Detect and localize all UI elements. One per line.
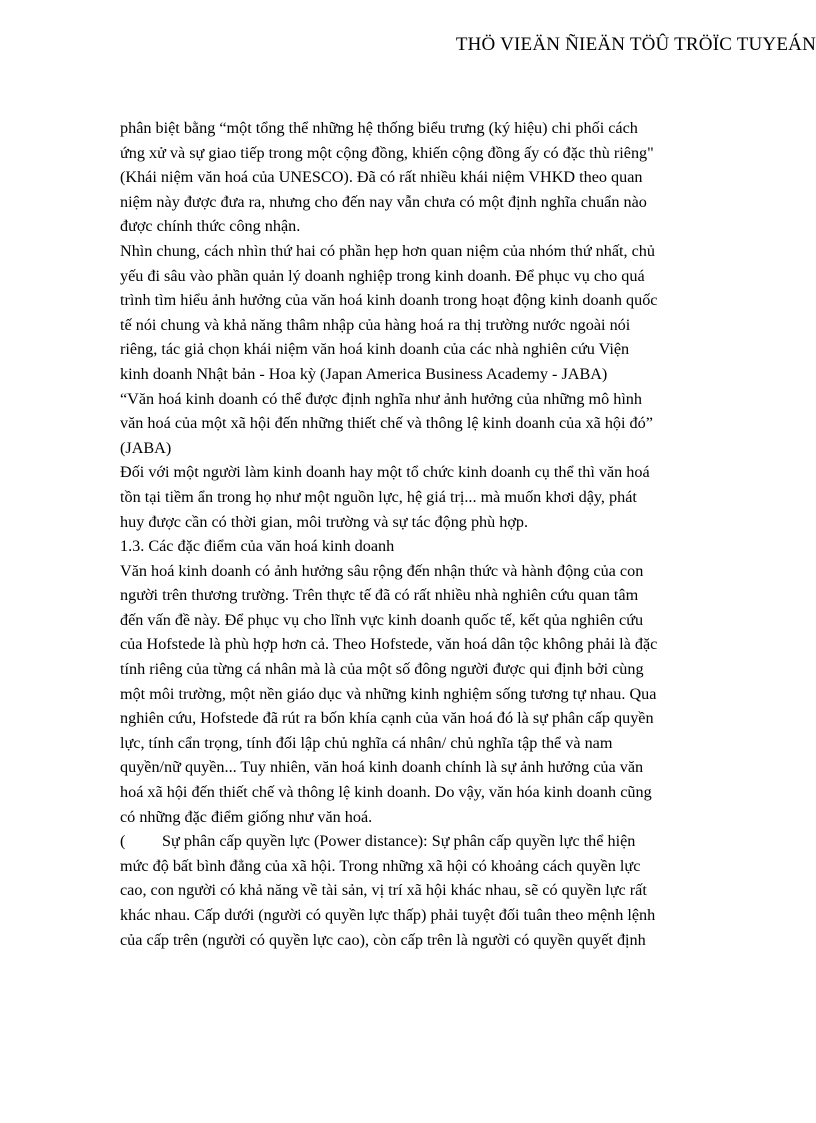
text-line: (Khái niệm văn hoá của UNESCO). Đã có rất nhiều khái niệm VHKD theo quan <box>120 168 643 187</box>
text-line: khác nhau. Cấp dưới (người có quyền lực thấp) phải tuyệt đối tuân theo mệnh lệnh <box>120 906 656 924</box>
text-line: lực, tính cẩn trọng, tính đối lập chủ nghĩa cá nhân/ chủ nghĩa tập thể và nam <box>120 733 613 752</box>
text-line: văn hoá của một xã hội đến những thiết chế và thông lệ kinh doanh của xã hội đó” <box>120 414 653 433</box>
text-line: riêng, tác giả chọn khái niệm văn hoá kinh doanh của các nhà nghiên cứu Viện <box>120 340 630 359</box>
text-line: tính riêng của từng cá nhân mà là của một số đông người được qui định bởi cùng <box>120 660 644 679</box>
text-line: một môi trường, một nền giáo dục và những kinh nghiệm sống tương tự nhau. Qua <box>120 684 657 703</box>
bullet-mark: ( <box>120 832 126 851</box>
text-line: của cấp trên (người có quyền lực cao), còn cấp trên là người có quyền quyết định <box>120 930 646 949</box>
text-line: tế nói chung và khả năng thâm nhập của hàng hoá ra thị trường nước ngoài nói <box>120 315 631 334</box>
text-line: ứng xử và sự giao tiếp trong một cộng đồng, khiến cộng đồng ấy có đặc thù riêng" <box>120 143 654 162</box>
text-line: người trên thương trường. Trên thực tế đã có rất nhiều nhà nghiên cứu quan tâm <box>120 586 639 605</box>
text-line: Nhìn chung, cách nhìn thứ hai có phần hẹp hơn quan niệm của nhóm thứ nhất, chủ <box>120 241 655 260</box>
text-line: quyền/nữ quyền... Tuy nhiên, văn hoá kinh doanh chính là sự ảnh hưởng của văn <box>120 758 644 777</box>
page-header: THÖ VIEÄN ÑIEÄN TÖÛ TRÖÏC TUYEÁN <box>455 34 816 55</box>
text-line: huy được cần có thời gian, môi trường và sự tác động phù hợp. <box>120 512 529 531</box>
text-line: (JABA) <box>120 438 172 457</box>
bullet-text: Sự phân cấp quyền lực (Power distance): Sự phân cấp quyền lực thể hiện <box>162 832 636 851</box>
section-heading: 1.3. Các đặc điểm của văn hoá kinh doanh <box>120 537 395 556</box>
text-line: tồn tại tiềm ẩn trong họ như một nguồn lực, hệ giá trị... mà muốn khơi dậy, phát <box>120 487 637 506</box>
text-line: Đối với một người làm kinh doanh hay một tổ chức kinh doanh cụ thể thì văn hoá <box>120 463 650 482</box>
text-line: hoá xã hội đến thiết chế và thông lệ kinh doanh. Do vậy, văn hóa kinh doanh cũng <box>120 783 652 802</box>
text-line: yếu đi sâu vào phần quản lý doanh nghiệp trong kinh doanh. Để phục vụ cho quá <box>120 266 645 285</box>
text-line: mức độ bất bình đẳng của xã hội. Trong những xã hội có khoảng cách quyền lực <box>120 856 641 875</box>
text-line: cao, con người có khả năng về tài sản, vị trí xã hội khác nhau, sẽ có quyền lực rất <box>120 881 647 900</box>
text-line: trình tìm hiểu ảnh hưởng của văn hoá kinh doanh trong hoạt động kinh doanh quốc <box>120 291 658 310</box>
bullet-item <box>120 829 710 854</box>
text-line: đến vấn đề này. Để phục vụ cho lĩnh vực kinh doanh quốc tế, kết qủa nghiên cứu <box>120 610 644 629</box>
text-line: niệm này được đưa ra, nhưng cho đến nay vẫn chưa có một định nghĩa chuẩn nào <box>120 192 647 211</box>
document-body <box>120 116 710 952</box>
text-line: được chính thức công nhận. <box>120 217 301 236</box>
text-line: “Văn hoá kinh doanh có thể được định nghĩa như ảnh hưởng của những mô hình <box>120 389 642 408</box>
text-line: có những đặc điểm giống như văn hoá. <box>120 807 373 826</box>
text-line: của Hofstede là phù hợp hơn cả. Theo Hofstede, văn hoá dân tộc không phải là đặc <box>120 635 658 654</box>
text-line: phân biệt bằng “một tổng thể những hệ thống biểu trưng (ký hiệu) chi phối cách <box>120 119 638 137</box>
text-line: nghiên cứu, Hofstede đã rút ra bốn khía cạnh của văn hoá đó là sự phân cấp quyền <box>120 709 654 728</box>
text-line: Văn hoá kinh doanh có ảnh hưởng sâu rộng đến nhận thức và hành động của con <box>120 561 644 580</box>
text-line: kinh doanh Nhật bản - Hoa kỳ (Japan America Business Academy - JABA) <box>120 364 608 383</box>
